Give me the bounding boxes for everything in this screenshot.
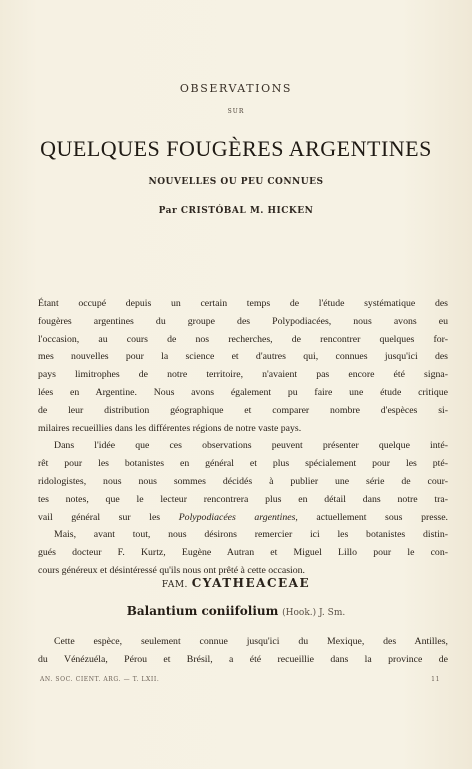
text-line: fougères argentines du groupe des Polypodiacées, nous avons eu xyxy=(38,315,448,327)
italic-title: Polypodiacées argentines xyxy=(178,511,296,523)
text-line: cours généreux et désintéressé qu'ils nous ont prêté à cette occasion. xyxy=(38,564,306,576)
text-fragment: , actuellement sous presse. xyxy=(295,511,448,523)
species-name: Balantium coniifolium xyxy=(126,604,279,618)
journal-reference: AN. SOC. CIENT. ARG. — T. LXII. xyxy=(40,676,160,683)
family-name: CYATHEACEAE xyxy=(191,576,311,590)
text-line: Dans l'idée que ces observations peuvent présenter quelque inté- xyxy=(54,440,448,452)
text-line: tes notes, que le lecteur rencontrera plus en détail dans notre tra- xyxy=(38,493,448,505)
intro-text xyxy=(38,295,448,580)
text-line: de leur distribution géographique et comparer nombre d'espèces si- xyxy=(38,404,448,416)
text-line: ridologistes, nous nous sommes décidés à publier une série de cour- xyxy=(38,475,448,487)
text-line: gués docteur F. Kurtz, Eugène Autran et Miguel Lillo pour le con- xyxy=(38,547,448,559)
text-line: du Vénézuéla, Pérou et Brésil, a été recueillie dans la province de xyxy=(38,653,448,665)
page-footer xyxy=(40,676,448,683)
author-line: Par CRISTÓBAL M. HICKEN xyxy=(158,206,314,216)
species-text xyxy=(38,633,448,669)
text-line xyxy=(38,509,448,527)
subtitle: NOUVELLES OU PEU CONNUES xyxy=(148,177,324,187)
species-authority: (Hook.) J. Sm. xyxy=(282,608,346,618)
family-prefix: FAM. xyxy=(161,580,188,590)
text-line: rêt pour les botanistes en général et plus spécialement pour les pté- xyxy=(38,458,448,470)
heading-observations: OBSERVATIONS xyxy=(179,82,293,95)
text-line: Mais, avant tout, nous désirons remercier ici les botanistes distin- xyxy=(54,529,448,541)
signature-number: 11 xyxy=(431,676,440,683)
text-line: milaires recueillies dans les différentes régions de notre vaste pays. xyxy=(38,422,302,434)
text-line: Cette espèce, seulement connue jusqu'ici du Mexique, des Antilles, xyxy=(54,636,448,647)
main-title: QUELQUES FOUGÈRES ARGENTINES xyxy=(40,136,432,161)
text-line: Étant occupé depuis un certain temps de l'étude systématique des xyxy=(38,298,448,309)
text-fragment: vail général sur les xyxy=(38,511,179,523)
text-line: pays limitrophes de notre territoire, n'avaient pas encore été signa- xyxy=(38,369,448,381)
text-line: mes nouvelles pour la science et d'autres qui, connues jusqu'ici des xyxy=(38,351,448,363)
text-line: l'occasion, au cours de nos recherches, de rencontrer quelques for- xyxy=(38,333,448,345)
family-heading xyxy=(0,576,472,590)
heading-sur: SUR xyxy=(227,108,245,115)
text-line: lées en Argentine. Nous avons également pu faire une étude critique xyxy=(38,386,448,398)
species-heading xyxy=(0,604,472,618)
